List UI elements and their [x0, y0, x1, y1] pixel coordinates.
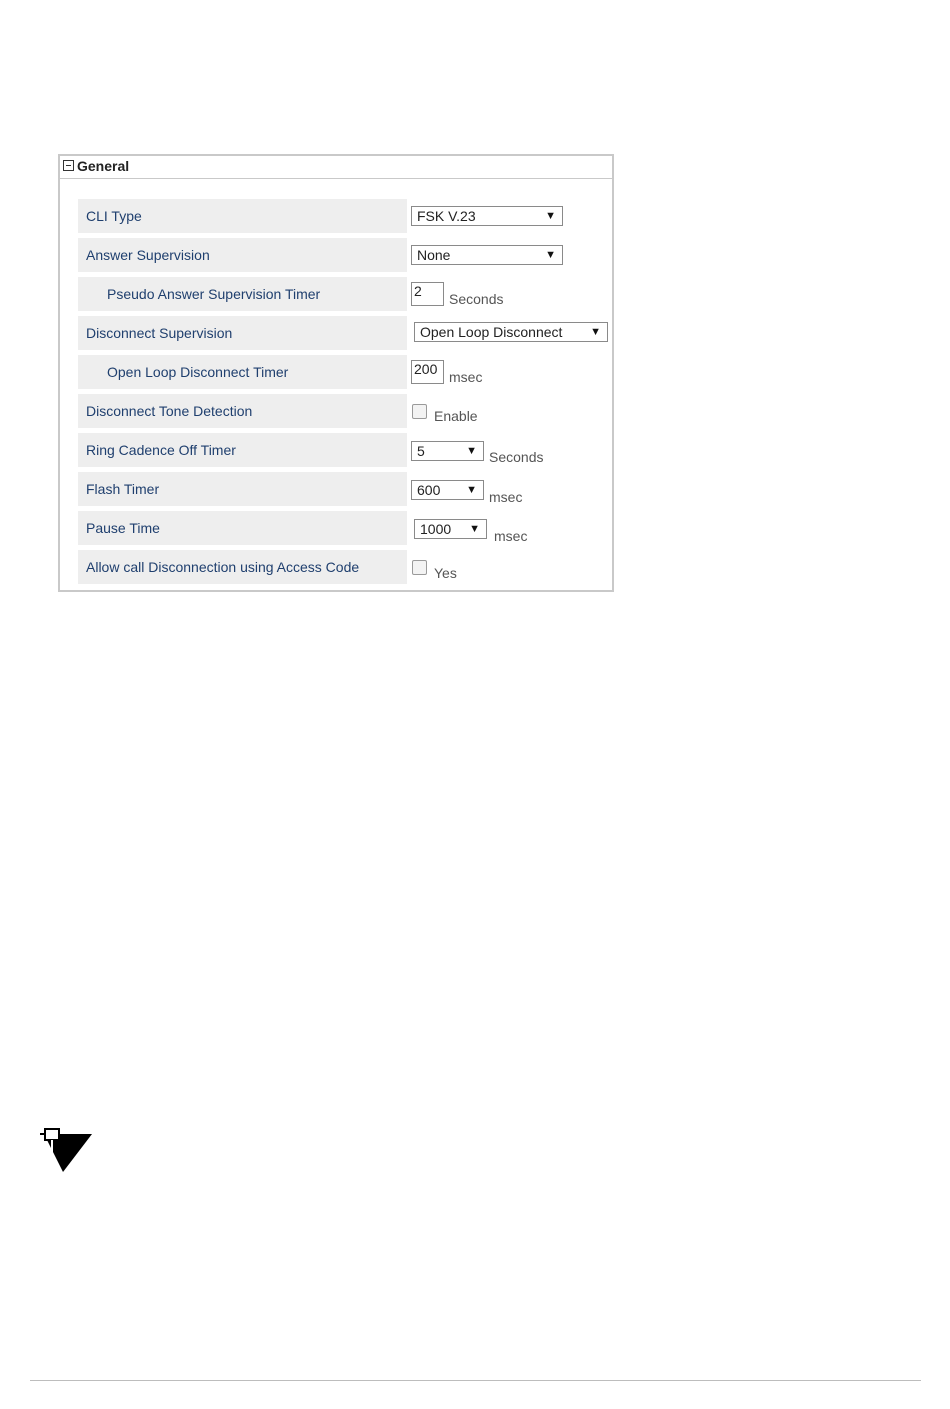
dropdown-arrow-icon: ▼	[545, 210, 556, 222]
open-loop-timer-input[interactable]: 200	[411, 360, 444, 384]
ring-cadence-unit: Seconds	[489, 449, 544, 465]
pseudo-answer-timer-input[interactable]: 2	[411, 282, 444, 306]
dropdown-arrow-icon: ▼	[545, 249, 556, 261]
row-open-loop-disconnect-timer	[78, 355, 608, 389]
pseudo-answer-timer-unit: Seconds	[449, 291, 504, 307]
pause-time-label: Pause Time	[78, 511, 407, 545]
pseudo-answer-supervision-timer-label: Pseudo Answer Supervision Timer	[78, 277, 407, 311]
footer-divider	[30, 1380, 921, 1381]
flash-timer-label: Flash Timer	[78, 472, 407, 506]
dropdown-arrow-icon: ▼	[466, 484, 477, 496]
disconnect-tone-enable-label: Enable	[434, 408, 478, 424]
answer-supervision-select-value: None	[417, 247, 451, 263]
dropdown-arrow-icon: ▼	[469, 523, 480, 535]
row-flash-timer	[78, 472, 608, 506]
cli-type-select[interactable]	[411, 206, 563, 226]
panel-header[interactable]	[60, 156, 612, 179]
allow-call-disconnection-label: Allow call Disconnection using Access Code	[78, 550, 407, 584]
pause-time-select-value: 1000	[420, 521, 452, 537]
row-cli-type	[78, 199, 608, 233]
dropdown-arrow-icon: ▼	[466, 445, 477, 457]
answer-supervision-label: Answer Supervision	[78, 238, 407, 272]
row-disconnect-tone-detection	[78, 394, 608, 428]
ring-cadence-select-value: 5	[417, 443, 425, 459]
flash-timer-unit: msec	[489, 489, 523, 505]
answer-supervision-select[interactable]	[411, 245, 563, 265]
row-allow-call-disconnection	[78, 550, 608, 584]
panel-title: General	[77, 158, 130, 174]
general-panel	[58, 154, 614, 592]
row-pseudo-answer-supervision-timer	[78, 277, 608, 311]
disconnect-supervision-select-value: Open Loop Disconnect	[420, 324, 563, 340]
cli-type-select-value: FSK V.23	[417, 208, 476, 224]
row-answer-supervision	[78, 238, 608, 272]
pause-time-unit: msec	[494, 528, 528, 544]
dropdown-arrow-icon: ▼	[590, 326, 601, 338]
allow-disconnection-yes-checkbox[interactable]	[412, 560, 427, 575]
pause-time-select[interactable]	[414, 519, 487, 539]
collapse-icon[interactable]	[63, 160, 74, 171]
flash-timer-select-value: 600	[417, 482, 441, 498]
disconnect-supervision-select[interactable]	[414, 322, 608, 342]
disconnect-supervision-label: Disconnect Supervision	[78, 316, 407, 350]
disconnect-tone-detection-label: Disconnect Tone Detection	[78, 394, 407, 428]
ring-cadence-select[interactable]	[411, 441, 484, 461]
row-disconnect-supervision	[78, 316, 608, 350]
flash-timer-select[interactable]	[411, 480, 484, 500]
ring-cadence-off-timer-label: Ring Cadence Off Timer	[78, 433, 407, 467]
open-loop-disconnect-timer-label: Open Loop Disconnect Timer	[78, 355, 407, 389]
allow-disconnection-yes-label: Yes	[434, 565, 457, 581]
row-pause-time	[78, 511, 608, 545]
cli-type-label: CLI Type	[78, 199, 407, 233]
note-pin-icon	[36, 1126, 94, 1174]
disconnect-tone-enable-checkbox[interactable]	[412, 404, 427, 419]
row-ring-cadence-off-timer	[78, 433, 608, 467]
open-loop-timer-unit: msec	[449, 369, 483, 385]
